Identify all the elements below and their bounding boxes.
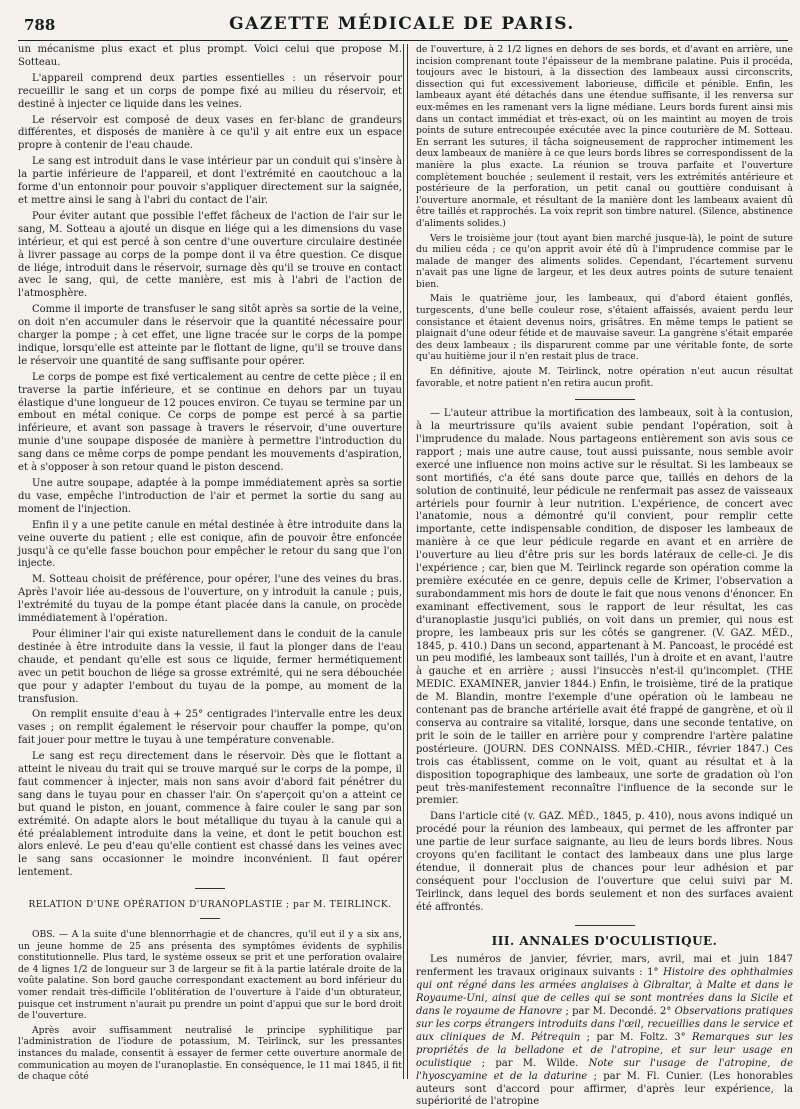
body-paragraph: L'appareil comprend deux parties essentielles : un réservoir pour recueillir le sang et un corps de pompe fixé au milieu du réservoir, et destiné à injecter ce liquide dans les veines. xyxy=(18,72,402,110)
work-title: Remarques sur les propriétés de la belladone et de l'atropine, et sur leur usage en oculistique xyxy=(416,1031,793,1069)
body-paragraph: M. Sotteau choisit de préférence, pour opérer, l'une des veines du bras. Après l'avoir liée au-dessous de l'ouverture, on y introduit la canule ; puis, l'extrémité du tuyau de la pompe étant placée dans la canule, on procède immédiatement à l'opération. xyxy=(18,574,402,625)
observation-paragraph: OBS. — A la suite d'une blennorrhagie et de chancres, qu'il eut il y a six ans, un jeune homme de 25 ans présenta des symptômes évidents de syphilis constitutionnelle. Plus tard, le système osseux se prit et une perforation ovalaire de 4 lignes 1/2 de longueur sur 3 de largeur se fit à la partie latérale droite de la voûte palatine. Son bord gauche correspondant exactement au bord inférieur du vomer rendait très-difficile l'oblitération de l'ouverture à l'aide d'un obturateur, puisque cet instrument n'aurait pu prendre un point d'appui que sur le bord droit de l'ouverture. xyxy=(18,929,402,1022)
page-number: 788 xyxy=(24,16,56,34)
section-divider xyxy=(575,399,635,400)
observation-paragraph: de l'ouverture, à 2 1/2 lignes en dehors de ses bords, et d'avant en arrière, une incision comprenant toute l'épaisseur de la membrane palatine. Puis il procéda, toujours avec le bistouri, à la dissection des lambeaux aussi circonscrits, dissection qui fut excessivement laborieuse, difficile et pénible. Enfin, les lambeaux ayant été détachés dans une étendue suffisante, il les renversa sur eux-mêmes en les ramenant vers la ligne médiane. Leurs bords furent ainsi mis dans un contact immédiat et très-exact, où on les maintint au moyen de trois points de suture entrecoupée exécutée avec la pince couturière de M. Sotteau. En serrant les sutures, il tâcha soigneusement de rapprocher intimement les deux lambeaux de manière à ce que leurs bords libres se correspondissent de la manière la plus exacte. La réunion se trouva parfaite et l'ouverture complètement bouchée ; seulement il restait, vers les extrémités antérieure et postérieure de la perforation, un petit canal ou gouttière conduisant à l'ouverture anormale, et résultant de la manière dont les lambeaux avaient dû être taillés et rapprochés. La voix reprit son timbre naturel. (Silence, abstinence d'aliments solides.) xyxy=(416,44,793,229)
section-divider xyxy=(200,918,220,919)
body-paragraph: Comme il importe de transfuser le sang sitôt après sa sortie de la veine, on doit n'en accumuler dans le réservoir que la quantité nécessaire pour charger la pompe ; à cet effet, une ligne tracée sur le corps de la pompe indique, lorsqu'elle est atteinte par le flottant de ligne, qu'il se trouve dans le réservoir une quantité de sang suffisante pour opérer. xyxy=(18,304,402,367)
body-paragraph: Le réservoir est composé de deux vases en fer-blanc de grandeurs différentes, et disposés de manière à ce qu'il y ait entre eux un espace propre à contenir de l'eau chaude. xyxy=(18,114,402,152)
work-author: ; par M. Wilde. xyxy=(471,1057,589,1069)
work-title: Note sur l'usage de l'atropine, de l'hyoscyamine et de la daturine xyxy=(416,1057,794,1082)
observation-paragraph: Vers le troisième jour (tout ayant bien marché jusque-là), le point de suture du milieu céda ; ce qu'on apprit avoir été dû à l'imprudence commise par le malade de manger des aliments solides. Cependant, l'écartement survenu n'avait pas une ligne de largeur, et les deux autres points de suture tenaient bien. xyxy=(416,232,793,290)
body-paragraph: Le sang est introduit dans le vase intérieur par un conduit qui s'insère à la partie inférieure de l'appareil, et dont l'extrémité en caoutchouc a la forme d'un entonnoir pour pouvoir s'appliquer directement sur la saignée, et mettre ainsi le sang à l'abri du contact de l'air. xyxy=(18,156,402,206)
annales-paragraph xyxy=(416,954,793,1109)
body-paragraph: On remplit ensuite d'eau à + 25° centigrades l'intervalle entre les deux vases ; on remplit également le réservoir pour chauffer la pompe, qu'on fait jouer pour mettre le tuyau à une température convenable. xyxy=(18,709,402,747)
work-title: Observations pratiques sur les corps étrangers introduits dans l'œil, recueillies dans le service et aux cliniques de M. Pétrequin xyxy=(416,1006,793,1043)
work-author: ; par M. Decondé. 2° xyxy=(562,1006,675,1018)
body-paragraph: un mécanisme plus exact et plus prompt. Voici celui que propose M. Sotteau. xyxy=(18,44,402,68)
journal-title: GAZETTE MÉDICALE DE PARIS. xyxy=(229,14,575,34)
body-paragraph: Enfin il y a une petite canule en métal destinée à être introduite dans la veine ouverte du patient ; elle est conique, afin de pouvoir être enfoncée jusqu'à ce qu'elle fasse bouchon pour empêcher le retour du sang que l'on injecte. xyxy=(18,519,402,570)
header-rule xyxy=(18,40,788,41)
work-title: Histoire des ophthalmies qui ont régné dans les armées anglaises à Gibraltar, à Malte et dans le Royaume-Uni, ainsi que de celles qui se sont montrées dans la Sicile et dans le royaume de Hanovre xyxy=(416,967,793,1018)
section-divider xyxy=(195,888,225,889)
right-column xyxy=(416,44,794,1108)
left-column xyxy=(18,44,402,1083)
body-paragraph: Pour éliminer l'air qui existe naturellement dans le conduit de la canule destinée à être introduite dans la vessie, il faut la plonger dans de l'eau chaude, et pendant qu'elle est sous ce liquide, fermer hermétiquement avec un petit bouchon de liége sa grosse extrémité, qui ne sera débouchée que pour y adapter l'embout du tuyau de la pompe, au moment de la transfusion. xyxy=(18,628,402,705)
work-author: ; par M. Foltz. 3° xyxy=(580,1031,693,1043)
body-paragraph: Le corps de pompe est fixé verticalement au centre de cette pièce ; il en traverse la partie inférieure, et se continue en dehors par un tuyau élastique d'une longueur de 12 pouces environ. Ce tuyau se termine par un embout en métal conique. Ce corps de pompe est percé à sa partie inférieure, et avant son passage à travers le réservoir, d'une ouverture munie d'une soupape disposée de manière à permettre l'introduction du sang dans ce même corps de pompe pendant les mouvements d'aspiration, et à s'opposer à son retour quand le piston descend. xyxy=(18,371,402,474)
section-heading: RELATION D'UNE OPÉRATION D'URANOPLASTIE ; par M. TEIRLINCK. xyxy=(28,900,392,911)
observation-paragraph: Mais le quatrième jour, les lambeaux, qui d'abord étaient gonflés, turgescents, d'une belle couleur rose, s'étaient affaissés, avaient perdu leur consistance et étaient devenus noirs, grisâtres. En même temps le patient se plaignait d'une odeur fétide et de mauvaise saveur. La gangrène s'était emparée des deux lambeaux ; ils disparurent comme par une véritable fonte, de sorte qu'au huitième jour il n'en restait plus de trace. xyxy=(416,293,793,363)
commentary-paragraph: Dans l'article cité (v. GAZ. MÉD., 1845, p. 410), nous avons indiqué un procédé pour la réunion des lambeaux, qui permet de les affronter par une partie de leur surface saignante, au lieu de leurs bords libres. Nous croyons qu'en facilitant le contact des lambeaux dans une plus large étendue, il donnerait plus de chances pour leur adhésion et par conséquent pour l'occlusion de l'ouverture que celui suivi par M. Teirlinck, dans lequel des bords seulement et non des surfaces avaient été affrontés. xyxy=(416,811,793,913)
observation-paragraph: Après avoir suffisamment neutralisé le principe syphilitique par l'administration de l'iodure de potassium, M. Teirlinck, sur les pressantes instances du malade, consentit à essayer de fermer cette ouverture anormale de communication au moyen de l'uranoplastie. En conséquence, le 11 mai 1845, il fit de chaque côté xyxy=(18,1024,402,1083)
column-rule xyxy=(403,44,408,1079)
body-paragraph: Une autre soupape, adaptée à la pompe immédiatement après sa sortie du vase, empêche l'introduction de l'air et permet la sortie du sang au moment de l'injection. xyxy=(18,478,402,515)
page-header xyxy=(18,8,786,38)
body-paragraph: Pour éviter autant que possible l'effet fâcheux de l'action de l'air sur le sang, M. Sotteau a ajouté un disque en liége qui a les dimensions du vase intérieur, et qui est percé à son centre d'une ouverture circulaire destinée à livrer passage au corps de la pompe dont il va être question. Ce disque de liége, introduit dans le réservoir, surnage dès qu'il se trouve en contact avec le sang, qui, de cette manière, est mis à l'abri de l'action de l'atmosphère. xyxy=(18,210,402,300)
work-author: ; par M. Fl. Cunier. (Les honorables auteurs sont d'accord pour affirmer, d'après leur expérience, la supériorité de l'atropine xyxy=(416,1070,794,1108)
section-heading: III. ANNALES D'OCULISTIQUE. xyxy=(491,933,718,948)
observation-paragraph: En définitive, ajoute M. Teirlinck, notre opération n'eut aucun résultat favorable, et notre patient n'en retira aucun profit. xyxy=(416,366,793,389)
commentary-paragraph: — L'auteur attribue la mortification des lambeaux, soit à la contusion, à la meurtrissure qu'ils avaient subie pendant l'opération, soit à l'imprudence du malade. Nous partageons entièrement son avis sous ce rapport ; mais une autre cause, tout aussi puissante, nous semble avoir exercé une influence non moins active sur le résultat. Si les lambeaux se sont mortifiés, c'a été sans doute parce que, taillés en dehors de la solution de continuité, leur pédicule ne renfermait pas assez de vaisseaux artériels pour fournir à leur nutrition. L'expérience, de concert avec l'anatomie, nous a démontré qu'il convient, pour remplir cette importante, cette indispensable condition, de disposer les lambeaux de manière à ce que leur pédicule regarde en avant et en arrière de l'ouverture au lieu d'être pris sur les bords latéraux de celle-ci. Je dis l'expérience ; car, bien que M. Teirlinck regarde son opération comme la première exécutée en ce genre, depuis celle de Krimer, l'observation a surabondamment mis hors de doute le fait que nous venons d'énoncer. En examinant effectivement, sous le rapport de leur résultat, les cas d'uranoplastie jusqu'ici publiés, on voit dans un premier, qui nous est propre, les lambeaux pris sur les côtés se gangrener. (V. GAZ. MÉD., 1845, p. 410.) Dans un second, appartenant à M. Pancoast, le procédé est un peu modifié, les lambeaux sont taillés, l'un à droite et en avant, l'autre à gauche et en arrière ; aussi l'insuccès n'est-il qu'incomplet. (THE MEDIC. EXAMINER, janvier 1844.) Enfin, le troisième, tiré de la pratique de M. Blandin, montre l'exemple d'une opération où le lambeau ne contenant pas de branche artérielle avait été frappé de gangrène, et où il conserva au contraire sa vitalité, lorsque, dans une seconde tentative, on prit le soin de le tailler en arrière pour y comprendre l'artère palatine postérieure. (JOURN. DES CONNAISS. MÉD.-CHIR., février 1847.) Ces trois cas établissent, comme on le voit, quant au résultat et à la disposition topographique des lambeaux, une sorte de gradation où l'on peut très-manifestement reconnaître l'influence de la seconde sur le premier. xyxy=(416,408,793,807)
body-paragraph: Le sang est reçu directement dans le réservoir. Dès que le flottant a atteint le niveau du trait qui se trouve marqué sur le corps de la pompe, il faut commencer à injecter, mais non sans avoir d'abord fait pénétrer du sang dans le tuyau pour en chasser l'air. On s'aperçoit qu'on a atteint ce but quand le piston, en jouant, commence à faire couler le sang par son extrémité. On adapte alors le bout métallique du tuyau à la canule qui a été préalablement introduite dans la veine, et dont le petit bouchon est alors enlevé. Le peu d'eau qu'elle contient est chassé dans les veines avec le sang sans occasionner le moindre inconvénient. Il faut opérer lentement. xyxy=(18,751,402,879)
annales-intro: Les numéros de janvier, février, mars, avril, mai et juin 1847 renferment les travaux originaux suivants : 1° xyxy=(416,954,793,979)
section-divider xyxy=(575,925,635,926)
